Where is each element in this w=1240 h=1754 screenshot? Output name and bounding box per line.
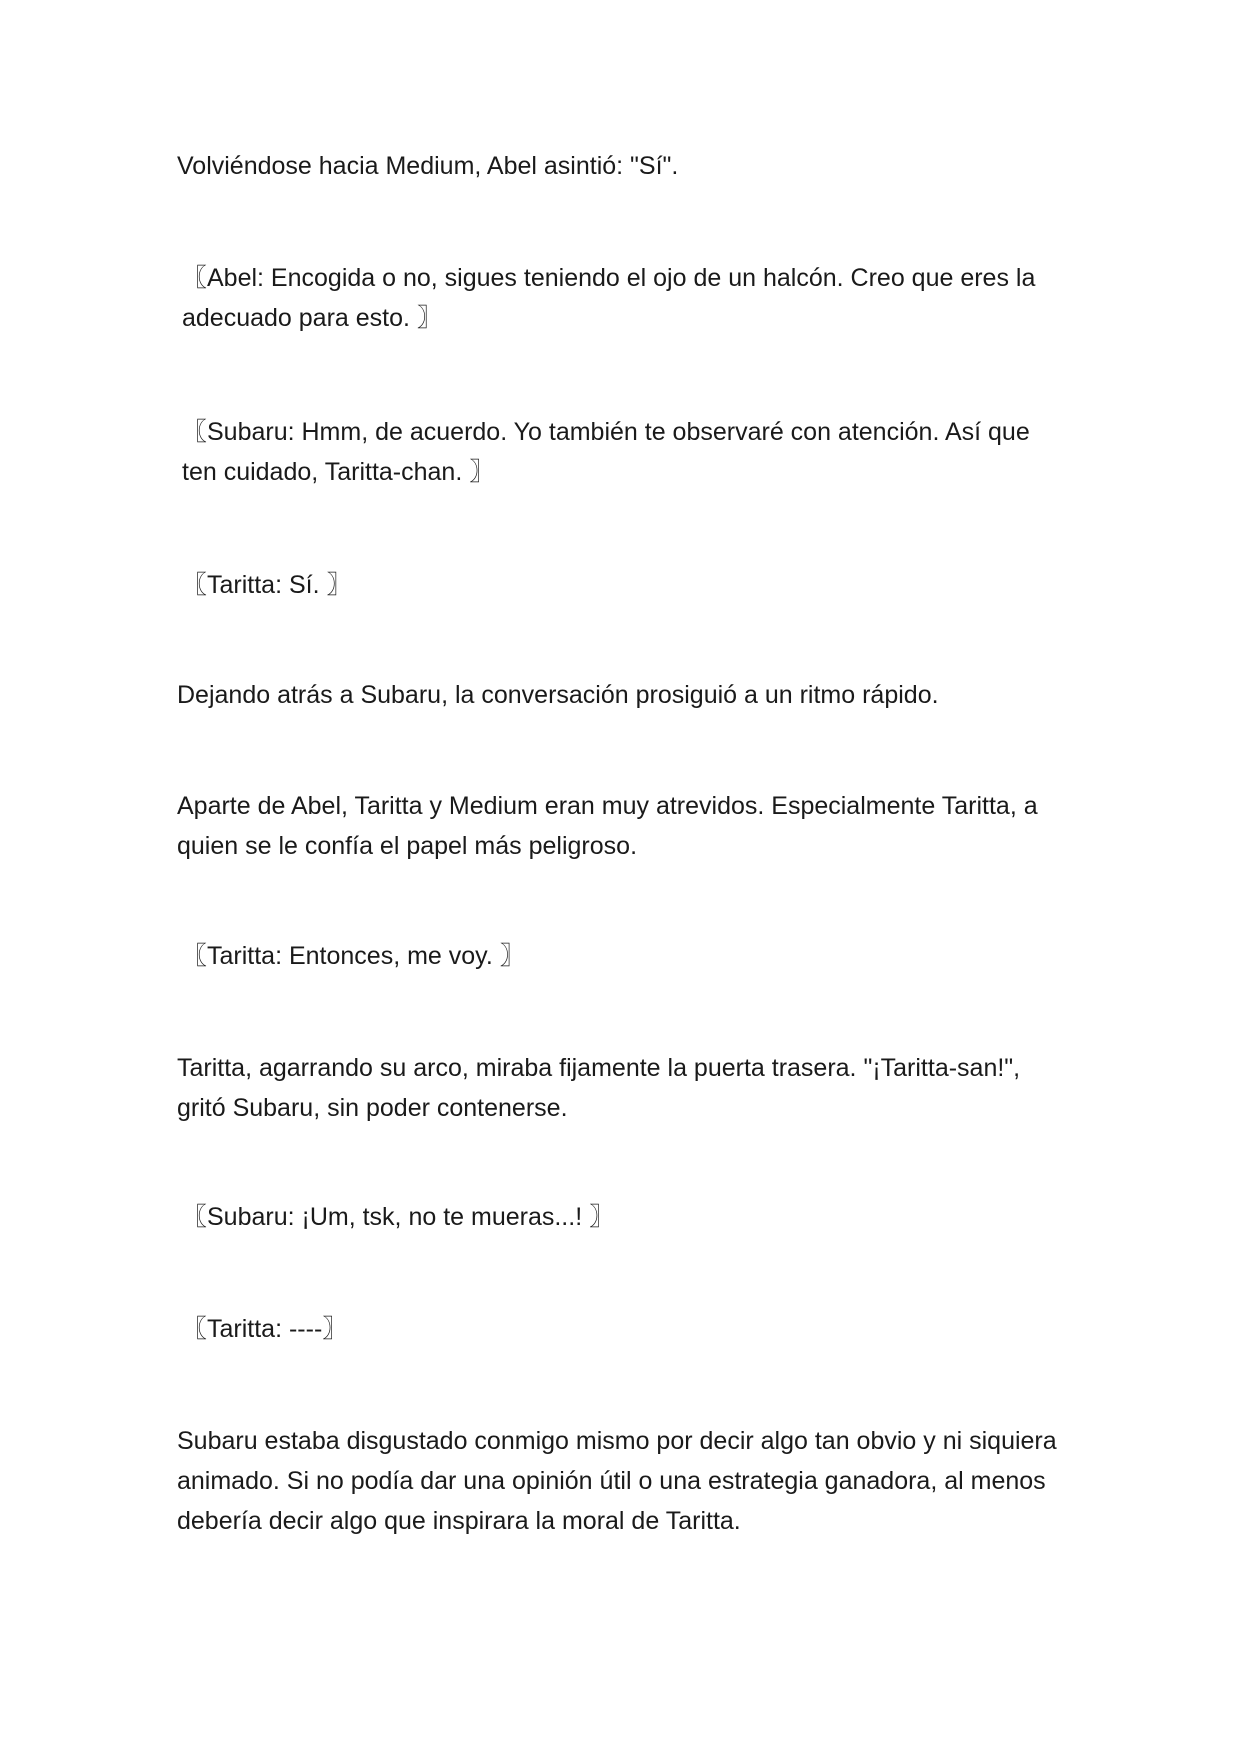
- dialogue-subaru-2: 〖Subaru: ¡Um, tsk, no te mueras...! 〗: [182, 1203, 615, 1231]
- dialogue-subaru-1: 〖Subaru: Hmm, de acuerdo. Yo también te observaré con atención. Así que ten cuidado, Taritta-chan. 〗: [182, 418, 1030, 486]
- dialogue-taritta-2: 〖Taritta: Entonces, me voy. 〗: [182, 942, 525, 970]
- paragraph-narration-3: Aparte de Abel, Taritta y Medium eran muy atrevidos. Especialmente Taritta, a quien se le confía el papel más peligroso.: [177, 792, 1038, 860]
- dialogue-abel: 〖Abel: Encogida o no, sigues teniendo el ojo de un halcón. Creo que eres la adecuado para esto. 〗: [182, 264, 1036, 332]
- paragraph-narration-2: Dejando atrás a Subaru, la conversación prosiguió a un ritmo rápido.: [177, 681, 939, 709]
- dialogue-taritta-1: 〖Taritta: Sí. 〗: [182, 571, 352, 599]
- dialogue-taritta-3: 〖Taritta: ----〗: [182, 1315, 348, 1343]
- paragraph-narration-4: Taritta, agarrando su arco, miraba fijamente la puerta trasera. "¡Taritta-san!", gritó Subaru, sin poder contenerse.: [177, 1054, 1021, 1122]
- paragraph-narration-5: Subaru estaba disgustado conmigo mismo por decir algo tan obvio y ni siquiera animado. Si no podía dar una opinión útil o una estrategia ganadora, al menos debería decir algo que inspirara la moral de Taritta.: [177, 1427, 1057, 1535]
- paragraph-narration-1: Volviéndose hacia Medium, Abel asintió: "Sí".: [177, 152, 679, 180]
